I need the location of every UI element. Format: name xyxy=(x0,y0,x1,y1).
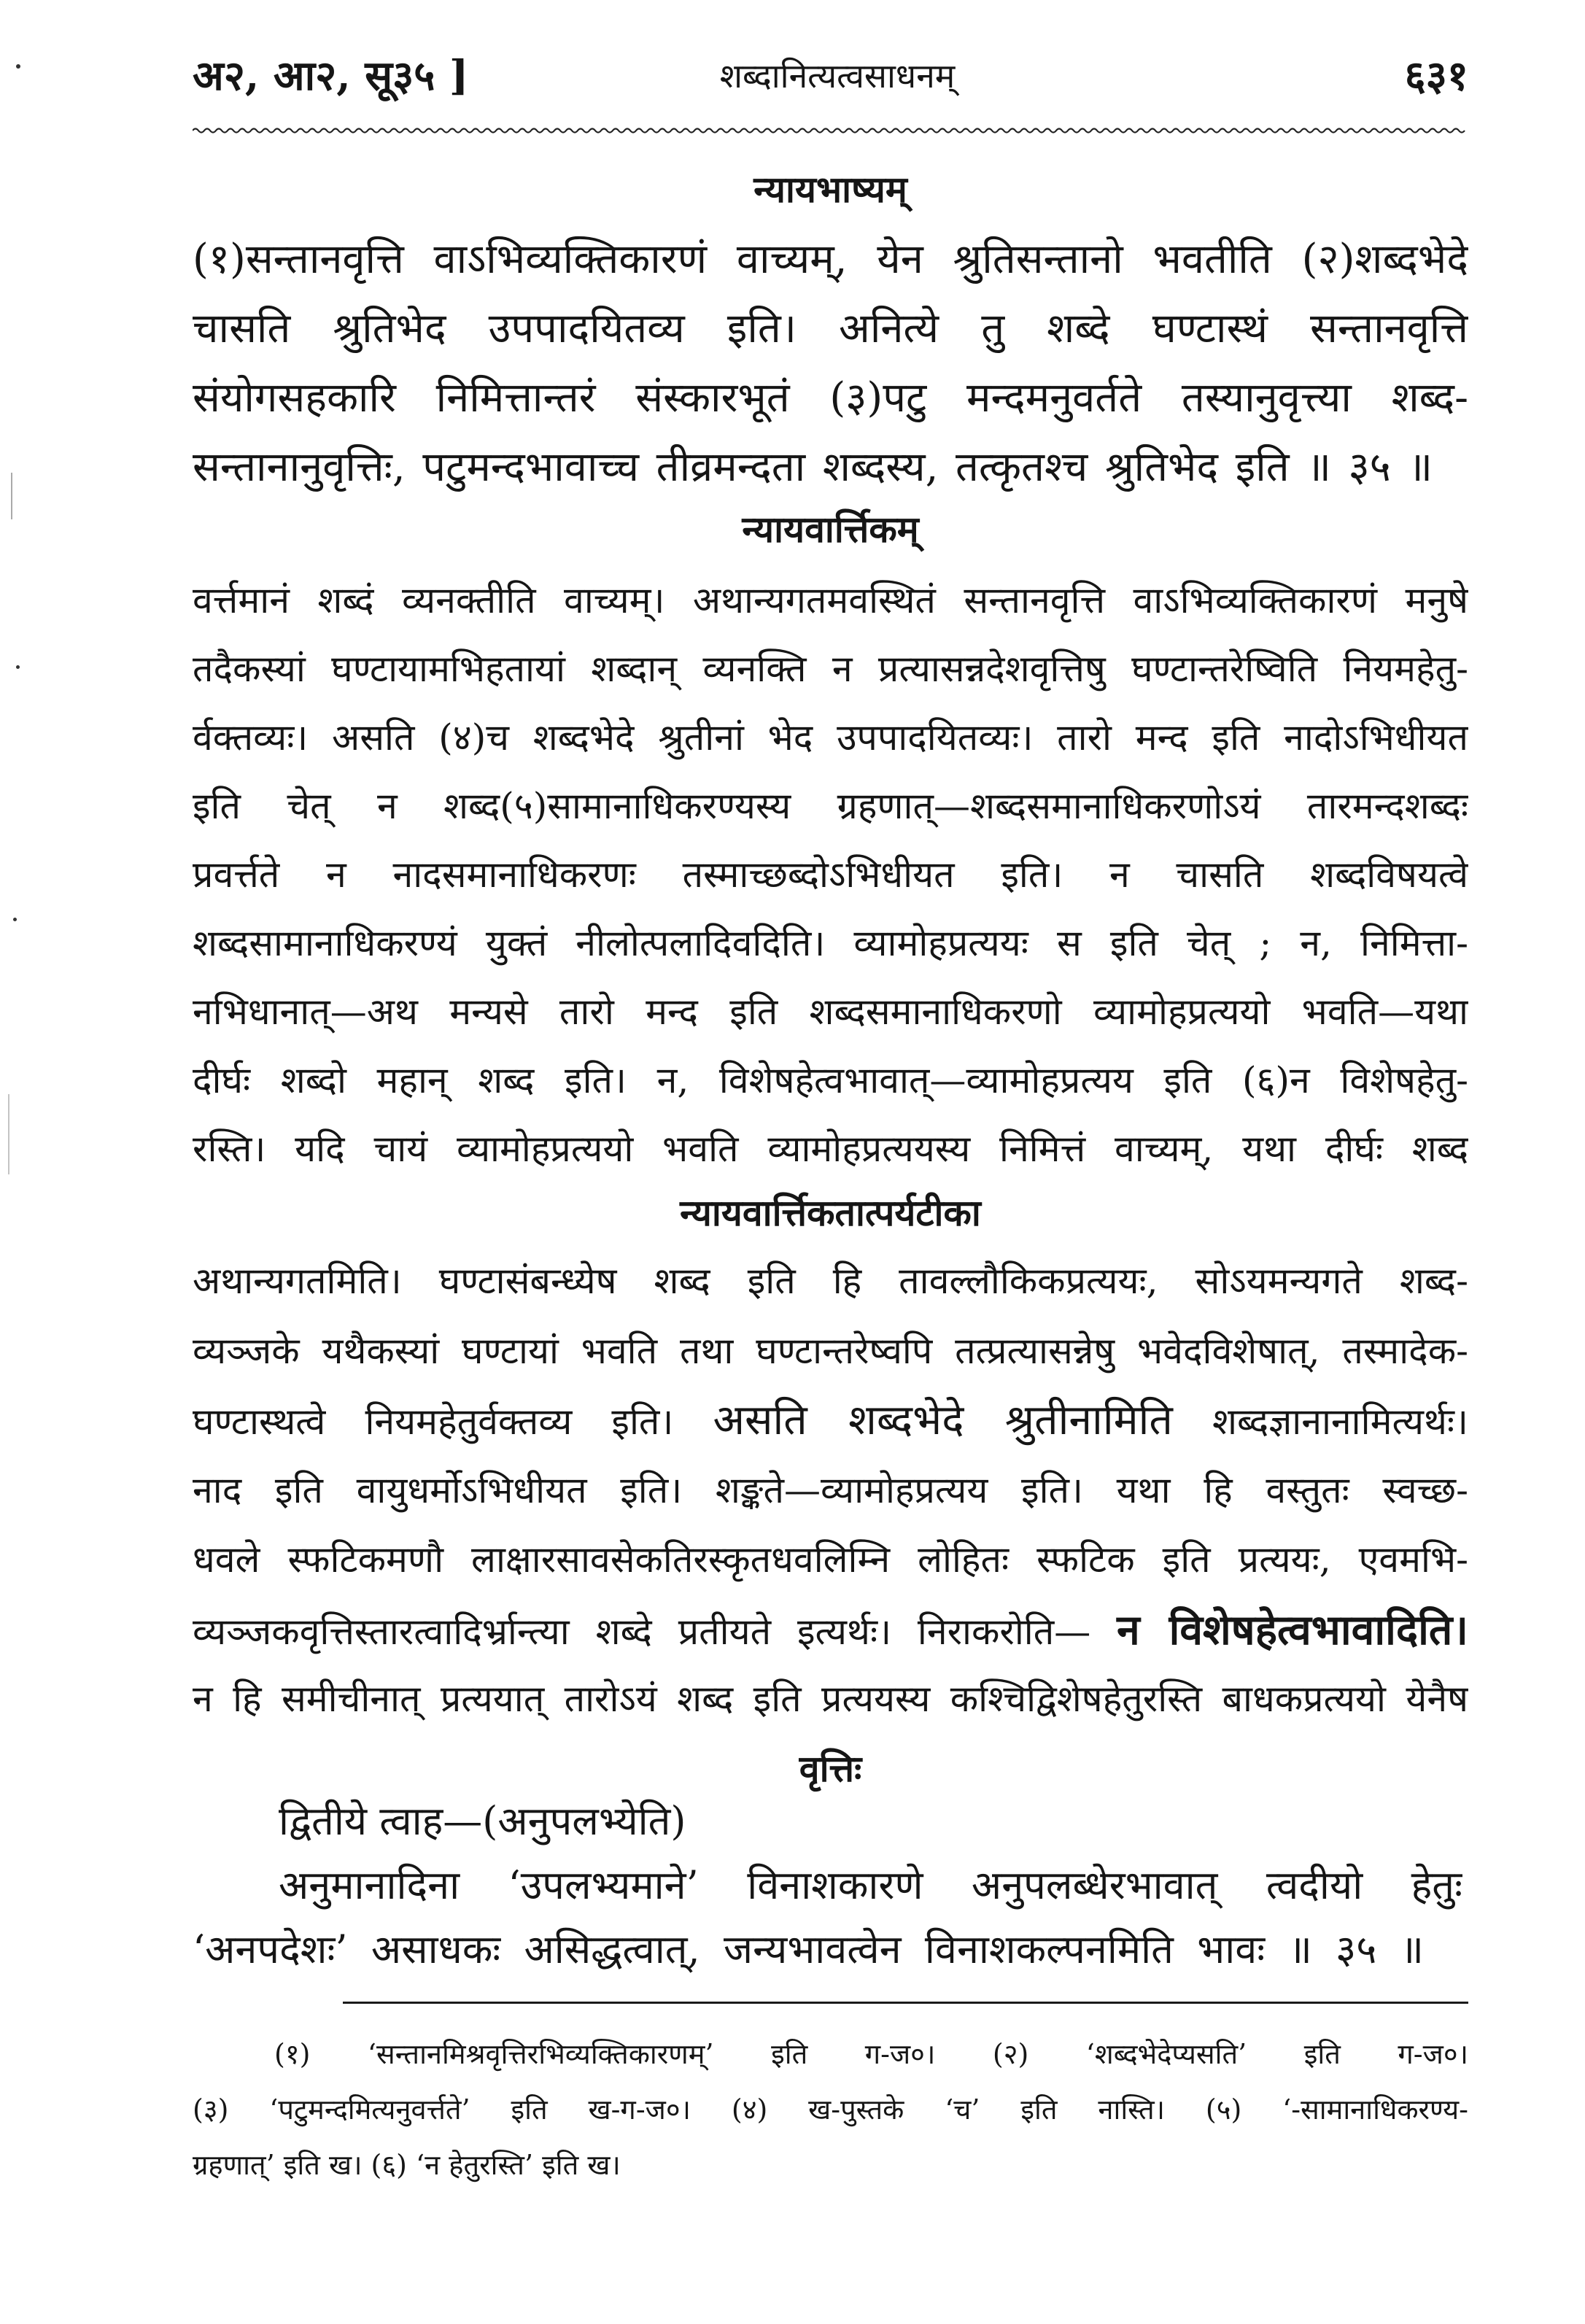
wavy-rule-path xyxy=(193,129,1465,133)
text-line: व्यञ्जके यथैकस्यां घण्टायां भवति तथा घण्टान्तरेष्वपि तत्प्रत्यासन्नेषु भवेदविशेषात्, तस्मादेक- xyxy=(193,1329,1468,1372)
text-line: वर्त्तमानं शब्दं व्यनक्तीति वाच्यम्। अथान्यगतमवस्थितं सन्तानवृत्ति वाऽभिव्यक्तिकारणं मनुषे xyxy=(193,579,1468,621)
text-segment: घण्टास्थत्वे नियमहेतुर्वक्तव्य इति। xyxy=(193,1401,674,1443)
footnote-line: (१) ‘सन्तानमिश्रवृत्तिरभिव्यक्तिकारणम्’ इति ग-ज०। (२) ‘शब्दभेदेप्यसति’ इति ग-ज०। xyxy=(274,2038,1468,2070)
footnotes xyxy=(193,2026,1468,2193)
running-title: शब्दानित्यत्वसाधनम् xyxy=(719,56,956,96)
text-line: संयोगसहकारि निमित्तान्तरं संस्कारभूतं (३)पटु मन्दमनुवर्तते तस्यानुवृत्त्या शब्द- xyxy=(193,374,1468,422)
text-line: दीर्घः शब्दो महान् शब्द इति। न, विशेषहेत्वभावात्—व्यामोहप्रत्यय इति (६)न विशेषहेतु- xyxy=(193,1059,1468,1101)
running-header-reference: अ२, आ२, सू३५ ] xyxy=(193,52,469,100)
text-line: अथान्यगतमिति। घण्टासंबन्ध्येष शब्द इति हि तावल्लौकिकप्रत्ययः, सोऽयमन्यगते शब्द- xyxy=(193,1260,1468,1302)
text-line: अनुमानादिना ‘उपलभ्यमाने’ विनाशकारणे अनुपलब्धेरभावात् त्वदीयो हेतुः xyxy=(279,1862,1462,1908)
text-line: न हि समीचीनात् प्रत्ययात् तारोऽयं शब्द इति प्रत्ययस्य कश्चिद्विशेषहेतुरस्ति बाधकप्रत्ययो येनैष xyxy=(193,1678,1468,1720)
scan-speck xyxy=(16,64,20,69)
text-line: शब्दसामानाधिकरण्यं युक्तं नीलोत्पलादिवदिति। व्यामोहप्रत्ययः स इति चेत् ; न, निमित्ता- xyxy=(193,922,1468,964)
section-heading-nyayavartika: न्यायवार्त्तिकम् xyxy=(742,508,919,551)
text-line: धवले स्फटिकमणौ लाक्षारसावसेकतिरस्कृतधवलिम्नि लोहितः स्फटिक इति प्रत्ययः, एवमभि- xyxy=(193,1538,1468,1581)
pratika-quotation: असति शब्दभेदे श्रुतीनामिति xyxy=(713,1396,1173,1444)
text-line: द्वितीये त्वाह—(अनुपलभ्येति) xyxy=(279,1798,686,1844)
header-wavy-rule xyxy=(193,125,1468,136)
text-line: इति चेत् न शब्द(५)सामानाधिकरण्यस्य ग्रहणात्—शब्दसमानाधिकरणोऽयं तारमन्दशब्दः xyxy=(193,785,1468,827)
text-line: ‘अनपदेशः’ असाधकः असिद्धत्वात्, जन्यभावत्वेन विनाशकल्पनमिति भावः ॥ ३५ ॥ xyxy=(193,1926,1424,1972)
text-line: प्रवर्त्तते न नादसमानाधिकरणः तस्माच्छब्दोऽभिधीयत इति। न चासति शब्दविषयत्वे xyxy=(193,853,1468,896)
text-line: सन्तानानुवृत्तिः, पटुमन्दभावाच्च तीव्रमन्दता शब्दस्य, तत्कृतश्च श्रुतिभेद इति ॥ ३५ ॥ xyxy=(193,444,1433,491)
scan-mark xyxy=(11,473,12,519)
text-line xyxy=(193,1595,1468,1665)
section-heading-tatparyatika: न्यायवार्त्तिकतात्पर्यटीका xyxy=(680,1191,981,1234)
text-segment: शब्दज्ञानानामित्यर्थः। xyxy=(1212,1401,1468,1443)
footnote-line: (३) ‘पटुमन्दमित्यनुवर्त्तते’ इति ख-ग-ज०। (४) ख-पुस्तके ‘च’ इति नास्ति। (५) ‘-सामानाधिकरण्य- xyxy=(193,2093,1468,2126)
section-heading-vritti: वृत्तिः xyxy=(799,1747,862,1790)
text-segment: व्यञ्जकवृत्तिस्तारत्वादिर्भ्रान्त्या शब्दे प्रतीयते इत्यर्थः। निराकरोति— xyxy=(193,1610,1091,1653)
text-line: तदैकस्यां घण्टायामभिहतायां शब्दान् व्यनक्ति न प्रत्यासन्नदेशवृत्तिषु घण्टान्तरेष्विति नियमहेतु- xyxy=(193,648,1468,690)
text-line: रस्ति। यदि चायं व्यामोहप्रत्ययो भवति व्यामोहप्रत्ययस्य निमित्तं वाच्यम्, यथा दीर्घः शब्द xyxy=(193,1128,1468,1170)
footnote-line: ग्रहणात्’ इति ख। (६) ‘न हेतुरस्ति’ इति ख। xyxy=(193,2149,621,2181)
scan-mark xyxy=(8,1094,9,1174)
pratika-quotation: न विशेषहेत्वभावादिति। xyxy=(1117,1605,1468,1654)
section-heading-nyayabhashya: न्यायभाष्यम् xyxy=(753,168,907,211)
tatparyatika-text xyxy=(193,1247,1468,1735)
text-line: नभिधानात्—अथ मन्यसे तारो मन्द इति शब्दसमानाधिकरणो व्यामोहप्रत्ययो भवति—यथा xyxy=(193,991,1468,1033)
text-line: चासति श्रुतिभेद उपपादयितव्य इति। अनित्ये तु शब्दे घण्टास्थं सन्तानवृत्ति xyxy=(193,305,1468,352)
scan-speck xyxy=(16,665,20,669)
text-line: र्वक्तव्यः। असति (४)च शब्दभेदे श्रुतीनां भेद उपपादयितव्यः। तारो मन्द इति नादोऽभिधीयत xyxy=(193,716,1468,759)
vritti-text xyxy=(193,1789,1468,1982)
page-number: ६३१ xyxy=(1404,52,1468,100)
nyayavartika-text xyxy=(193,566,1468,1183)
text-line: नाद इति वायुधर्मोऽभिधीयत इति। शङ्कते—व्यामोहप्रत्यय इति। यथा हि वस्तुतः स्वच्छ- xyxy=(193,1468,1468,1511)
text-line: (१)सन्तानवृत्ति वाऽभिव्यक्तिकारणं वाच्यम्, येन श्रुतिसन्तानो भवतीति (२)शब्दभेदे xyxy=(193,236,1468,283)
nyayabhashya-text xyxy=(193,225,1468,502)
footnote-rule xyxy=(343,2002,1468,2004)
scan-speck xyxy=(13,918,17,921)
text-line xyxy=(193,1386,1468,1456)
